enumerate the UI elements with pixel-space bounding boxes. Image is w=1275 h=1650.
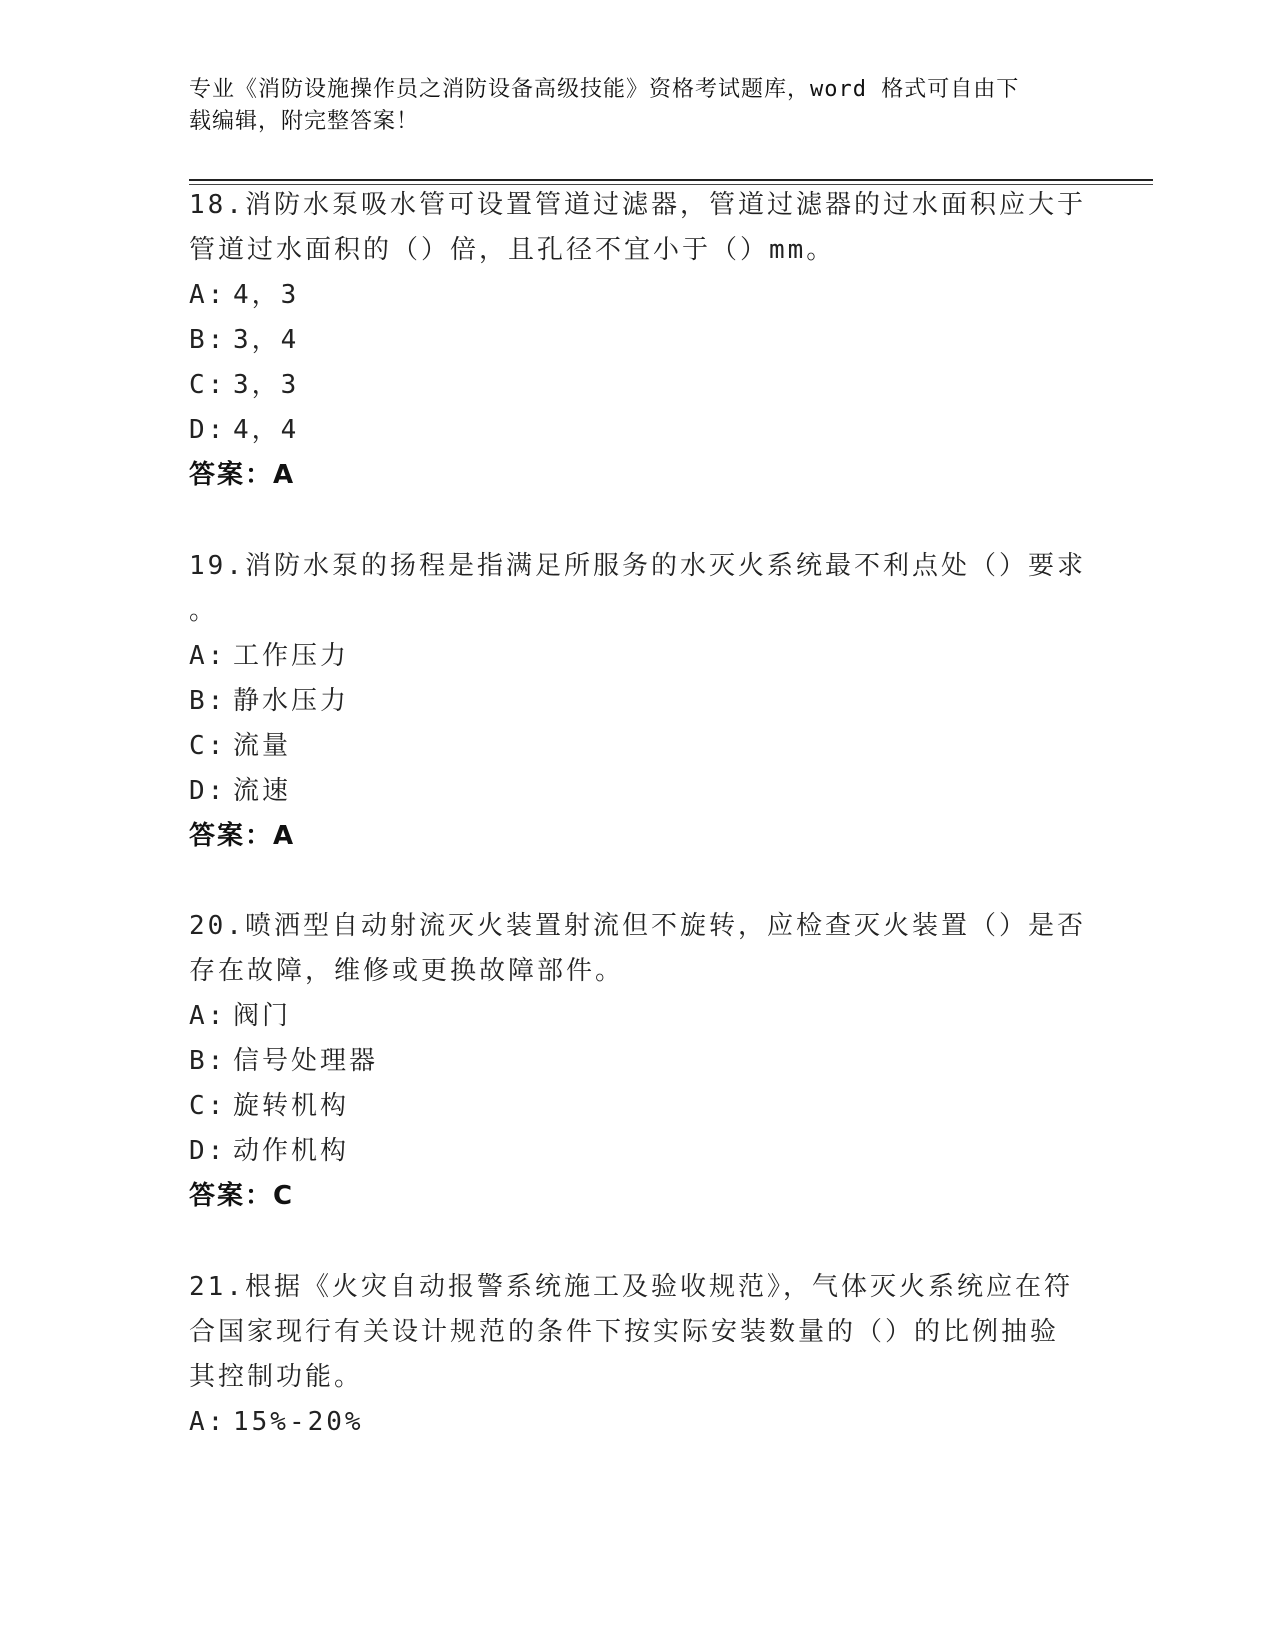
option-letter: B:: [189, 686, 227, 716]
option-letter: A:: [189, 1001, 227, 1031]
option-text: 信号处理器: [233, 1046, 379, 1076]
document-header: [189, 74, 1069, 138]
option-c: [189, 1084, 1089, 1129]
option-letter: C:: [189, 370, 227, 400]
question-20: [189, 904, 1089, 1219]
question-stem-line: 19.消防水泵的扬程是指满足所服务的水灭火系统最不利点处（）要求: [189, 551, 1086, 581]
option-a: [189, 994, 1089, 1039]
option-text: 工作压力: [233, 641, 350, 671]
option-text: 流速: [233, 776, 292, 806]
option-text: 15%-20%: [233, 1407, 364, 1437]
option-d: [189, 408, 1089, 453]
option-b: [189, 679, 1089, 724]
option-text: 静水压力: [233, 686, 350, 716]
option-letter: A:: [189, 641, 227, 671]
option-letter: C:: [189, 1091, 227, 1121]
option-d: [189, 769, 1089, 814]
question-18: [189, 183, 1089, 498]
option-a: [189, 1400, 1089, 1445]
answer-line: 答案：C: [189, 1181, 295, 1211]
option-letter: D:: [189, 776, 227, 806]
question-stem-line: 合国家现行有关设计规范的条件下按实际安装数量的（）的比例抽验: [189, 1317, 1060, 1347]
header-line-1: 专业《消防设施操作员之消防设备高级技能》资格考试题库，word 格式可自由下: [189, 77, 1020, 102]
question-stem-line: 管道过水面积的（）倍，且孔径不宜小于（）mm。: [189, 235, 836, 265]
question-stem-line: 存在故障，维修或更换故障部件。: [189, 956, 625, 986]
option-text: 阀门: [233, 1001, 292, 1031]
option-letter: C:: [189, 731, 227, 761]
option-letter: D:: [189, 415, 227, 445]
question-19: [189, 544, 1089, 859]
question-stem-line: 。: [189, 596, 219, 626]
question-stem-line: 其控制功能。: [189, 1362, 364, 1392]
option-text: 流量: [233, 731, 292, 761]
question-21: [189, 1265, 1089, 1445]
option-d: [189, 1129, 1089, 1174]
answer-line: 答案：A: [189, 821, 296, 851]
option-text: 4，3: [233, 280, 300, 310]
header-line-2: 载编辑，附完整答案！: [189, 109, 420, 134]
option-text: 4，4: [233, 415, 300, 445]
question-stem-line: 20.喷洒型自动射流灭火装置射流但不旋转，应检查灭火装置（）是否: [189, 911, 1086, 941]
option-text: 3，3: [233, 370, 300, 400]
question-stem-line: 18.消防水泵吸水管可设置管道过滤器，管道过滤器的过水面积应大于: [189, 190, 1086, 220]
option-letter: A:: [189, 280, 227, 310]
option-letter: A:: [189, 1407, 227, 1437]
option-text: 动作机构: [233, 1136, 350, 1166]
option-letter: B:: [189, 1046, 227, 1076]
option-letter: B:: [189, 325, 227, 355]
option-c: [189, 724, 1089, 769]
option-b: [189, 1039, 1089, 1084]
header-divider-thick: [189, 179, 1153, 181]
option-text: 旋转机构: [233, 1091, 350, 1121]
answer-line: 答案：A: [189, 460, 296, 490]
option-a: [189, 273, 1089, 318]
question-stem-line: 21.根据《火灾自动报警系统施工及验收规范》，气体灭火系统应在符: [189, 1272, 1073, 1302]
option-b: [189, 318, 1089, 363]
option-text: 3，4: [233, 325, 300, 355]
option-letter: D:: [189, 1136, 227, 1166]
option-c: [189, 363, 1089, 408]
option-a: [189, 634, 1089, 679]
